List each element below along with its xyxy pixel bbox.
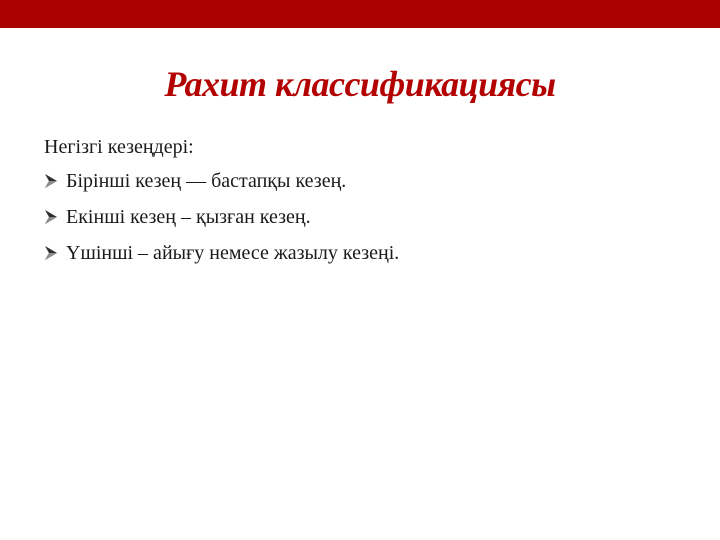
bullet-text: Бірінші кезең — бастапқы кезең. (66, 169, 347, 192)
header-accent-bar (0, 0, 720, 28)
arrow-bullet-icon (44, 173, 62, 189)
arrow-bullet-icon (44, 245, 62, 261)
bullet-list (44, 163, 684, 271)
bullet-text: Екінші кезең – қызған кезең. (66, 205, 311, 228)
list-item (44, 199, 684, 235)
list-item (44, 163, 684, 199)
slide-title: Рахит классификациясы (164, 64, 556, 104)
arrow-bullet-icon (44, 209, 62, 225)
slide-body (44, 131, 684, 271)
bullet-text: Үшінші – айығу немесе жазылу кезеңі. (66, 241, 400, 264)
intro-text: Негізгі кезеңдері: (44, 136, 194, 158)
list-item (44, 235, 684, 271)
